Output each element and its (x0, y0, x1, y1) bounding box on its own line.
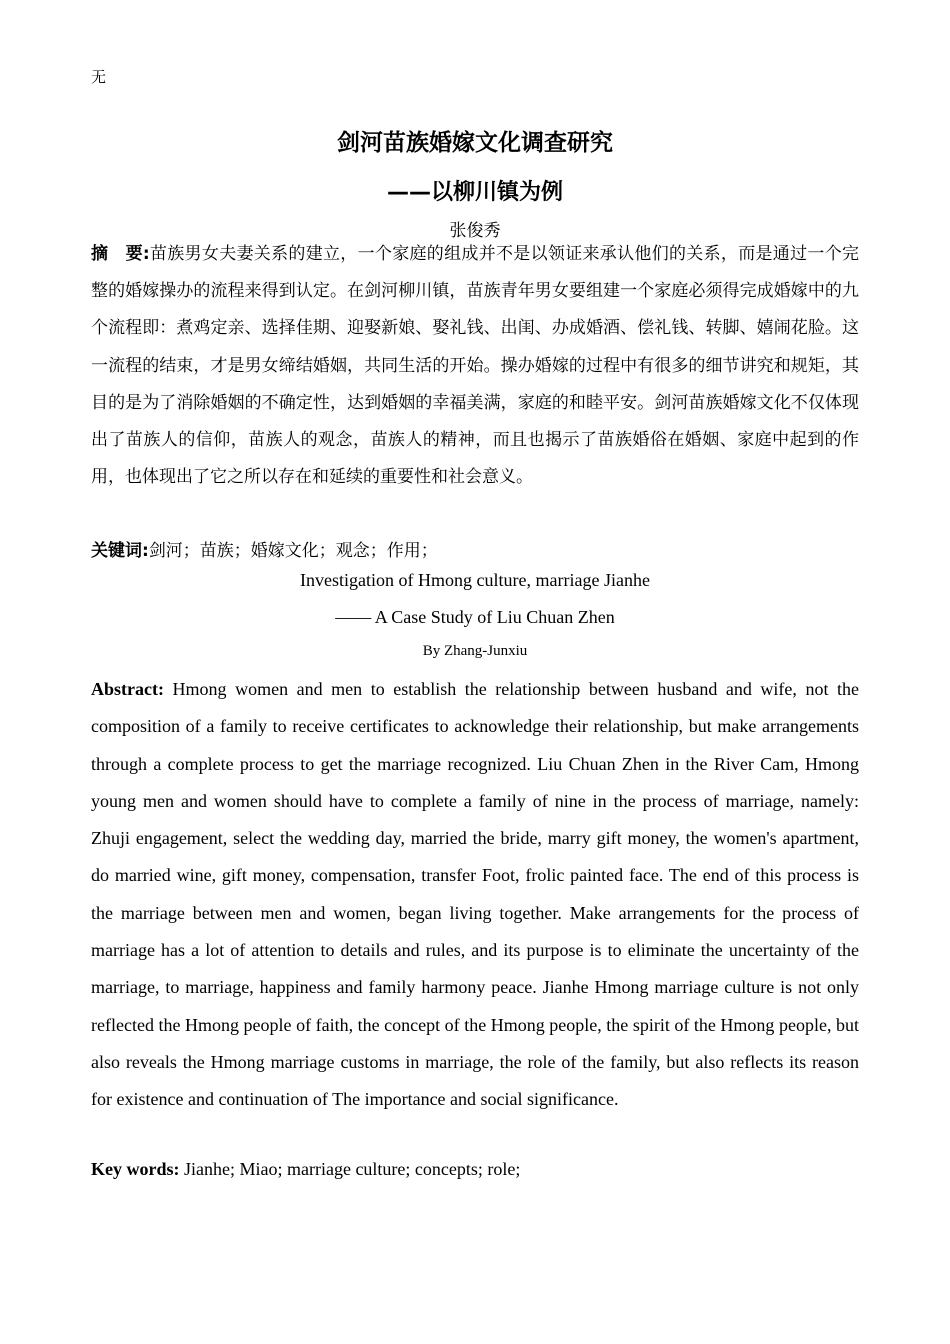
english-keywords-text: Jianhe; Miao; marriage culture; concepts; role; (184, 1159, 521, 1179)
chinese-author: 张俊秀 (449, 221, 501, 241)
chinese-abstract-label: 摘 要: (91, 244, 150, 264)
chinese-abstract-text: 苗族男女夫妻关系的建立，一个家庭的组成并不是以领证来承认他们的关系，而是通过一个完整的婚嫁操办的流程来得到认定。在剑河柳川镇，苗族青年男女要组建一个家庭必须得完成婚嫁中的九个流程即：煮鸡定亲、选择佳期、迎娶新娘、娶礼钱、出闺、办成婚酒、偿礼钱、转脚、嬉闹花脸。这一流程的结束，才是男女缔结婚姻，共同生活的开始。操办婚嫁的过程中有很多的细节讲究和规矩，其目的是为了消除婚姻的不确定性，达到婚姻的幸福美满，家庭的和睦平安。剑河苗族婚嫁文化不仅体现出了苗族人的信仰，苗族人的观念，苗族人的精神，而且也揭示了苗族婚俗在婚姻、家庭中起到的作用，也体现出了它之所以存在和延续的重要性和社会意义。 (91, 244, 859, 488)
chinese-keywords (91, 536, 859, 561)
english-subtitle: —— A Case Study of Liu Chuan Zhen (335, 607, 615, 627)
english-keywords-label: Key words: (91, 1159, 180, 1179)
chinese-abstract (91, 236, 859, 496)
header-mark: 无 (91, 68, 107, 86)
english-title: Investigation of Hmong culture, marriage Jianhe (300, 570, 650, 590)
chinese-subtitle: ——以柳川镇为例 (386, 180, 563, 205)
english-author: By Zhang-Junxiu (422, 643, 528, 659)
chinese-title: 剑河苗族婚嫁文化调查研究 (337, 130, 613, 156)
english-abstract-text: Hmong women and men to establish the relationship between husband and wife, not the composition of a family to receive certificates to acknowledge their relationship, but make arrangements through a complete process to get the marriage recognized. Liu Chuan Zhen in the River Cam, Hmong young men and women should have to complete a family of nine in the process of marriage, namely: Zhuji engagement, select the wedding day, married the bride, marry gift money, the women's apartment, do married wine, gift money, compensation, transfer Foot, frolic painted face. The end of this process is the marriage between men and women, began living together. Make arrangements for the process of marriage has a lot of attention to details and rules, and its purpose is to eliminate the uncertainty of the marriage, to marriage, happiness and family harmony peace. Jianhe Hmong marriage culture is not only reflected the Hmong people of faith, the concept of the Hmong people, the spirit of the Hmong people, but also reveals the Hmong marriage customs in marriage, the role of the family, but also reflects its reason for existence and continuation of The importance and social significance. (91, 679, 859, 1110)
chinese-keywords-label: 关键词: (91, 541, 149, 561)
chinese-keywords-text: 剑河；苗族；婚嫁文化；观念；作用； (148, 541, 438, 561)
english-keywords (91, 1159, 859, 1180)
english-abstract-label: Abstract: (91, 679, 164, 699)
english-abstract (91, 671, 859, 1119)
